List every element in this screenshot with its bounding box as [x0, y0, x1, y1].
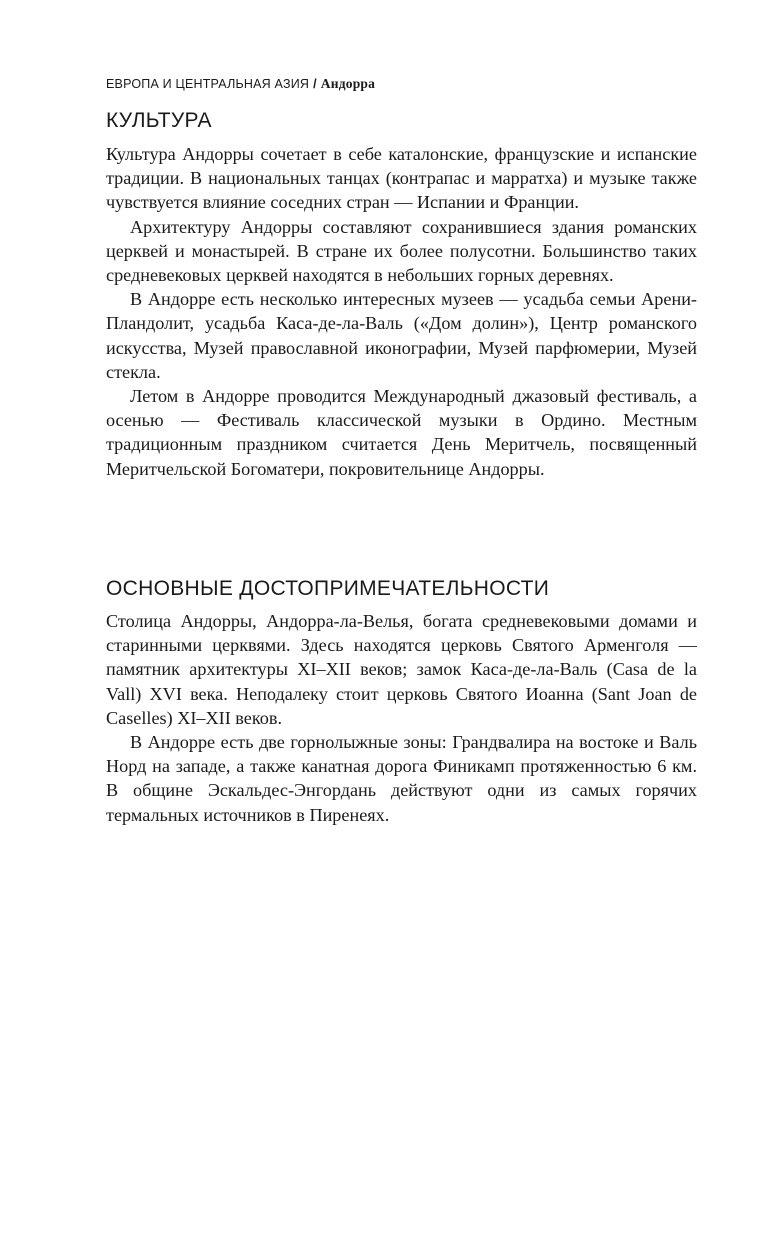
running-head-country: Андорра	[320, 76, 376, 91]
culture-paragraph: Летом в Андорре проводится Международный джазовый фестиваль, а осенью — Фестиваль классической музыки в Ордино. Местным традиционным праздником считается День Меритчель, посвященный Меритчельской Богоматери, покровительнице Андорры.	[106, 386, 697, 479]
culture-paragraph: Культура Андорры сочетает в себе каталонские, французские и испанские традиции. В национальных танцах (контрапас и марратха) и музыке также чувствуется влияние соседних стран — Испании и Франции.	[106, 144, 697, 213]
running-head-separator: /	[313, 77, 317, 91]
culture-section-text	[106, 142, 697, 481]
sights-section-text	[106, 609, 697, 827]
sights-paragraph: В Андорре есть две горнолыжные зоны: Грандвалира на востоке и Валь Норд на западе, а также канатная дорога Финикамп протяженностью 6 км. В общине Эскальдес-Энгордань действуют одни из самых горячих термальных источников в Пиренеях.	[106, 732, 697, 825]
running-head-section: ЕВРОПА И ЦЕНТРАЛЬНАЯ АЗИЯ	[106, 77, 310, 91]
running-head	[106, 76, 375, 92]
culture-paragraph: Архитектуру Андорры составляют сохранившиеся здания романских церквей и монастырей. В стране их более полусотни. Большинство таких средневековых церквей находятся в небольших горных деревнях.	[106, 216, 697, 286]
culture-heading: КУЛЬТУРА	[106, 109, 212, 132]
sights-paragraph: Столица Андорры, Андорра-ла-Велья, богата средневековыми домами и старинными церквями. Здесь находятся церковь Святого Арменголя — памятник архитектуры XI–XII веков; замок Каса-де-ла-Валь (Casa de la Vall) XVI века. Неподалеку стоит церковь Святого Иоанна (Sant Joan de Caselles) XI–XII веков.	[106, 611, 697, 728]
sights-heading: ОСНОВНЫЕ ДОСТОПРИМЕЧАТЕЛЬНОСТИ	[106, 577, 550, 600]
culture-paragraph: В Андорре есть несколько интересных музеев — усадьба семьи Арени-Пландолит, усадьба Каса-де-ла-Валь («Дом долин»), Центр романского искусства, Музей православной иконографии, Музей парфюмерии, Музей стекла.	[106, 289, 697, 382]
